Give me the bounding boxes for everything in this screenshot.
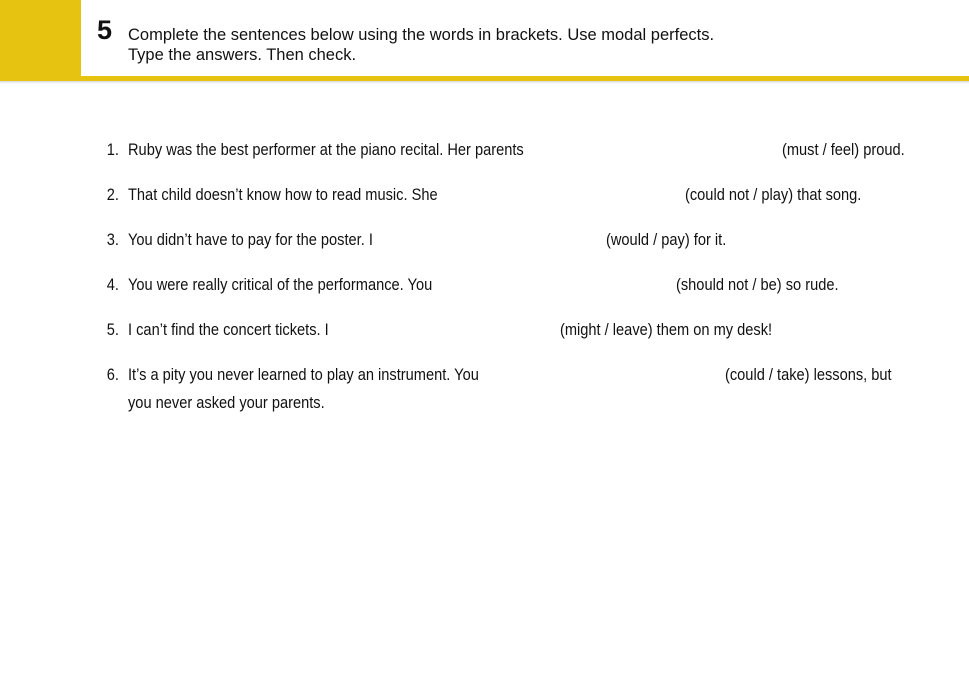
sentence-start: That child doesn’t know how to read music. She: [128, 185, 438, 204]
sentence-item-6: [0, 361, 969, 419]
answer-input-3[interactable]: [416, 228, 602, 256]
instruction-line-2: Type the answers. Then check.: [128, 46, 357, 64]
sentence-item-2: [0, 181, 969, 209]
sentence-start: You were really critical of the performance. You: [128, 275, 433, 294]
sentence-continuation: you never asked your parents.: [128, 393, 325, 412]
answer-field-2[interactable]: [494, 185, 680, 209]
answer-field-4[interactable]: [485, 275, 671, 299]
item-number: 2.: [106, 185, 119, 204]
answer-input-4[interactable]: [485, 273, 671, 301]
answer-field-6[interactable]: [535, 365, 721, 389]
answer-field-5[interactable]: [370, 320, 556, 344]
answer-field-1[interactable]: [590, 140, 776, 164]
sentence-end: (must / feel) proud.: [782, 140, 905, 159]
sentence-item-3: [0, 226, 969, 254]
sentence-end: (might / leave) them on my desk!: [560, 320, 773, 339]
answer-input-1[interactable]: [590, 138, 776, 166]
answer-field-3[interactable]: [416, 230, 602, 254]
sentence-start: You didn’t have to pay for the poster. I: [128, 230, 373, 249]
sentence-end: (could / take) lessons, but: [725, 365, 892, 384]
answer-input-5[interactable]: [370, 318, 556, 346]
answer-input-2[interactable]: [494, 183, 680, 211]
item-number: 6.: [106, 365, 119, 384]
sentence-item-4: [0, 271, 969, 299]
sentence-start: I can’t find the concert tickets. I: [128, 320, 329, 339]
sentence-item-1: [0, 136, 969, 164]
sentence-end: (could not / play) that song.: [685, 185, 862, 204]
instruction-line-1: Complete the sentences below using the words in brackets. Use modal perfects.: [128, 26, 715, 44]
item-number: 3.: [106, 230, 119, 249]
item-number: 1.: [106, 140, 119, 159]
item-number: 4.: [106, 275, 119, 294]
item-number: 5.: [106, 320, 119, 339]
sentence-item-5: [0, 316, 969, 344]
exercise-number: 5: [97, 15, 113, 45]
answer-input-6[interactable]: [535, 363, 721, 391]
sentence-start: It’s a pity you never learned to play an instrument. You: [128, 365, 479, 384]
sentence-end: (should not / be) so rude.: [676, 275, 839, 294]
sentence-start: Ruby was the best performer at the piano recital. Her parents: [128, 140, 524, 159]
sentence-end: (would / pay) for it.: [606, 230, 727, 249]
